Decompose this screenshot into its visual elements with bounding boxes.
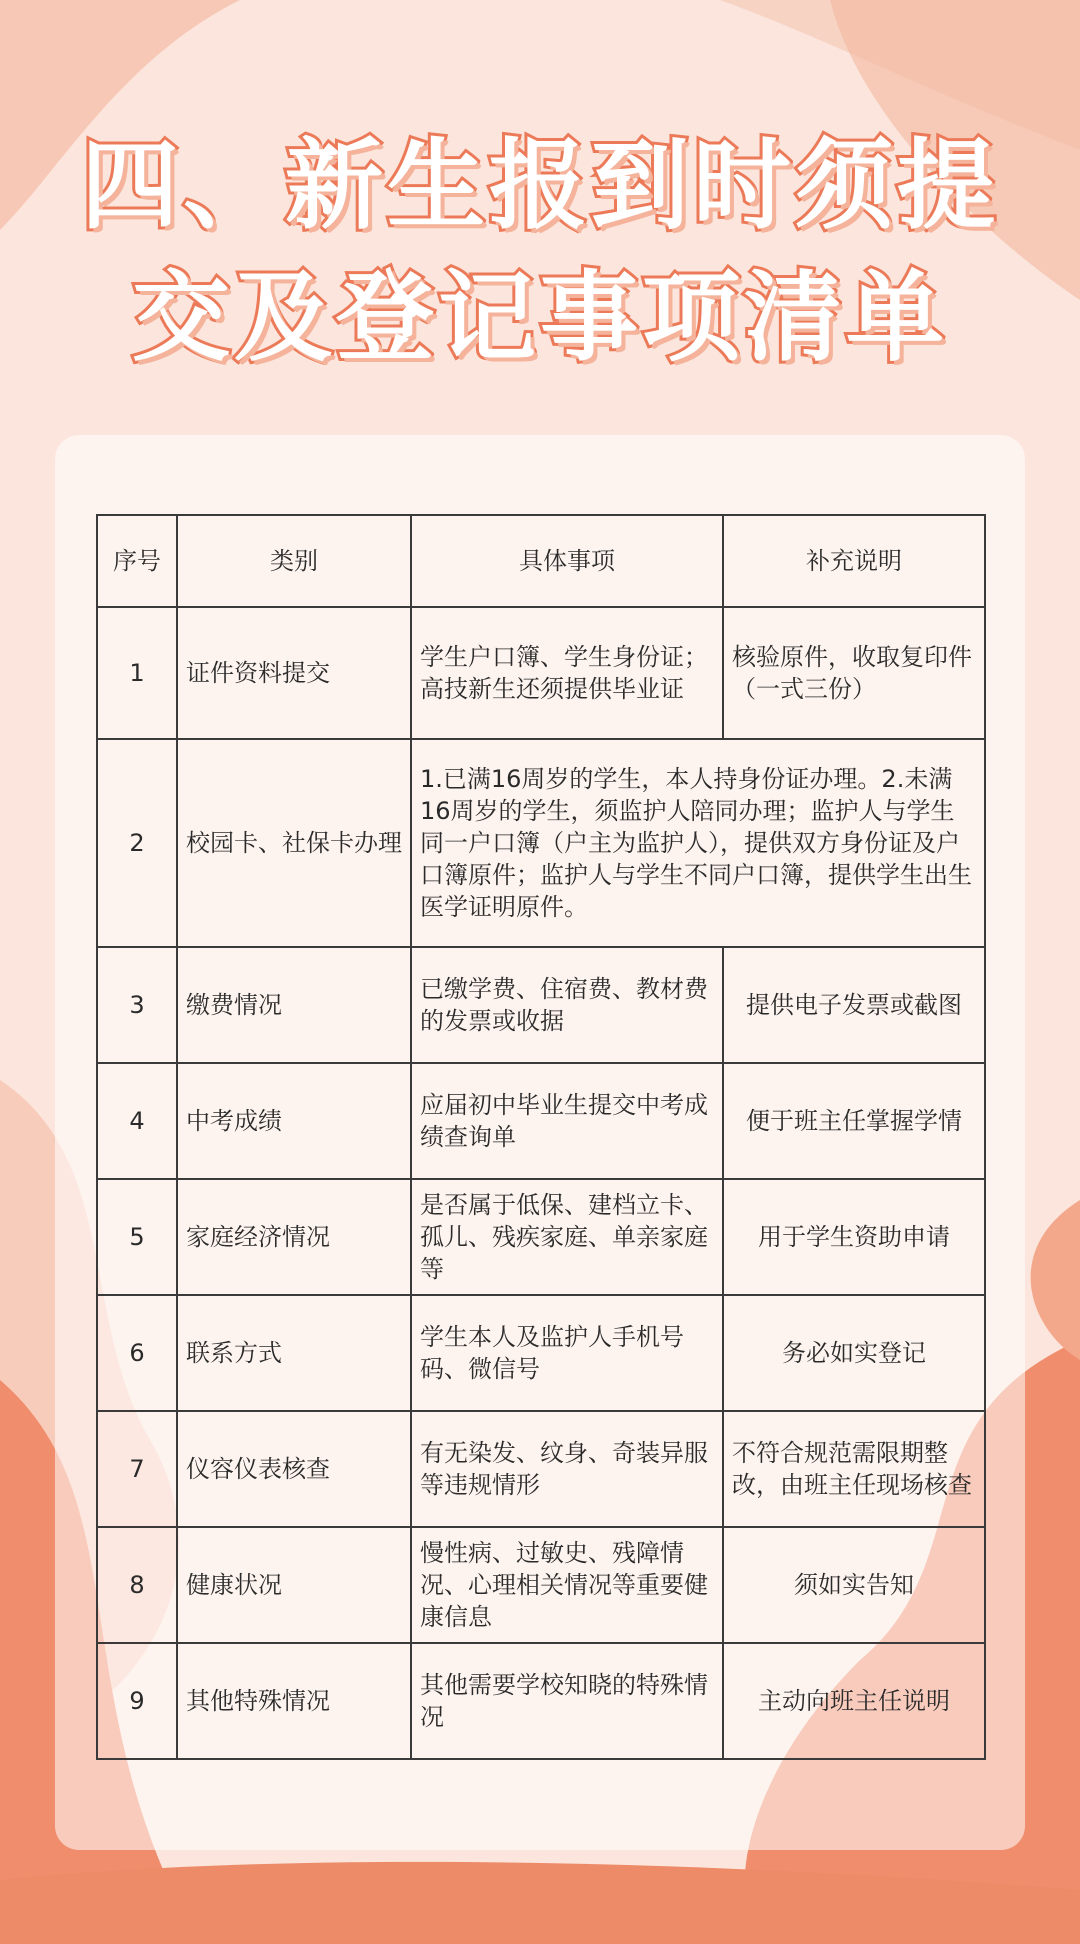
- row-note: 用于学生资助申请: [723, 1179, 985, 1295]
- row-note: 主动向班主任说明: [723, 1643, 985, 1759]
- row-no: 7: [97, 1411, 177, 1527]
- checklist-table: [96, 514, 986, 1760]
- title-line-1: 四、新生报到时须提: [80, 129, 999, 243]
- header-note: 补充说明: [723, 515, 985, 607]
- row-category: 中考成绩: [177, 1063, 411, 1179]
- row-item: 已缴学费、住宿费、教材费的发票或收据: [411, 947, 723, 1063]
- row-note: 核验原件，收取复印件（一式三份）: [723, 607, 985, 739]
- page-title: [0, 120, 1080, 384]
- row-category: 缴费情况: [177, 947, 411, 1063]
- row-category: 联系方式: [177, 1295, 411, 1411]
- row-no: 6: [97, 1295, 177, 1411]
- row-item: 慢性病、过敏史、残障情况、心理相关情况等重要健康信息: [411, 1527, 723, 1643]
- row-item: 其他需要学校知晓的特殊情况: [411, 1643, 723, 1759]
- row-note: 须如实告知: [723, 1527, 985, 1643]
- title-line-2: 交及登记事项清单: [131, 261, 948, 375]
- table-row: [97, 1179, 985, 1295]
- header-category: 类别: [177, 515, 411, 607]
- row-note: 务必如实登记: [723, 1295, 985, 1411]
- header-no: 序号: [97, 515, 177, 607]
- row-note: 便于班主任掌握学情: [723, 1063, 985, 1179]
- row-no: 9: [97, 1643, 177, 1759]
- table-row: [97, 1643, 985, 1759]
- row-no: 3: [97, 947, 177, 1063]
- table-header-row: [97, 515, 985, 607]
- table-row: [97, 1411, 985, 1527]
- row-category: 校园卡、社保卡办理: [177, 739, 411, 947]
- row-item: 学生户口簿、学生身份证；高技新生还须提供毕业证: [411, 607, 723, 739]
- row-no: 4: [97, 1063, 177, 1179]
- row-category: 仪容仪表核查: [177, 1411, 411, 1527]
- row-note: 不符合规范需限期整改，由班主任现场核查: [723, 1411, 985, 1527]
- row-item: 1.已满16周岁的学生，本人持身份证办理。2.未满16周岁的学生，须监护人陪同办理；监护人与学生同一户口簿（户主为监护人），提供双方身份证及户口簿原件；监护人与学生不同户口簿，提供学生出生医学证明原件。: [411, 739, 985, 947]
- row-item: 是否属于低保、建档立卡、孤儿、残疾家庭、单亲家庭等: [411, 1179, 723, 1295]
- table-row: [97, 1527, 985, 1643]
- row-category: 健康状况: [177, 1527, 411, 1643]
- row-item: 应届初中毕业生提交中考成绩查询单: [411, 1063, 723, 1179]
- row-no: 2: [97, 739, 177, 947]
- header-item: 具体事项: [411, 515, 723, 607]
- row-no: 5: [97, 1179, 177, 1295]
- table-row: [97, 1295, 985, 1411]
- row-category: 家庭经济情况: [177, 1179, 411, 1295]
- row-no: 8: [97, 1527, 177, 1643]
- table-row: [97, 607, 985, 739]
- table-row: [97, 1063, 985, 1179]
- row-category: 证件资料提交: [177, 607, 411, 739]
- row-category: 其他特殊情况: [177, 1643, 411, 1759]
- row-item: 学生本人及监护人手机号码、微信号: [411, 1295, 723, 1411]
- row-note: 提供电子发票或截图: [723, 947, 985, 1063]
- table-row: [97, 947, 985, 1063]
- row-no: 1: [97, 607, 177, 739]
- table-row: [97, 739, 985, 947]
- row-item: 有无染发、纹身、奇装异服等违规情形: [411, 1411, 723, 1527]
